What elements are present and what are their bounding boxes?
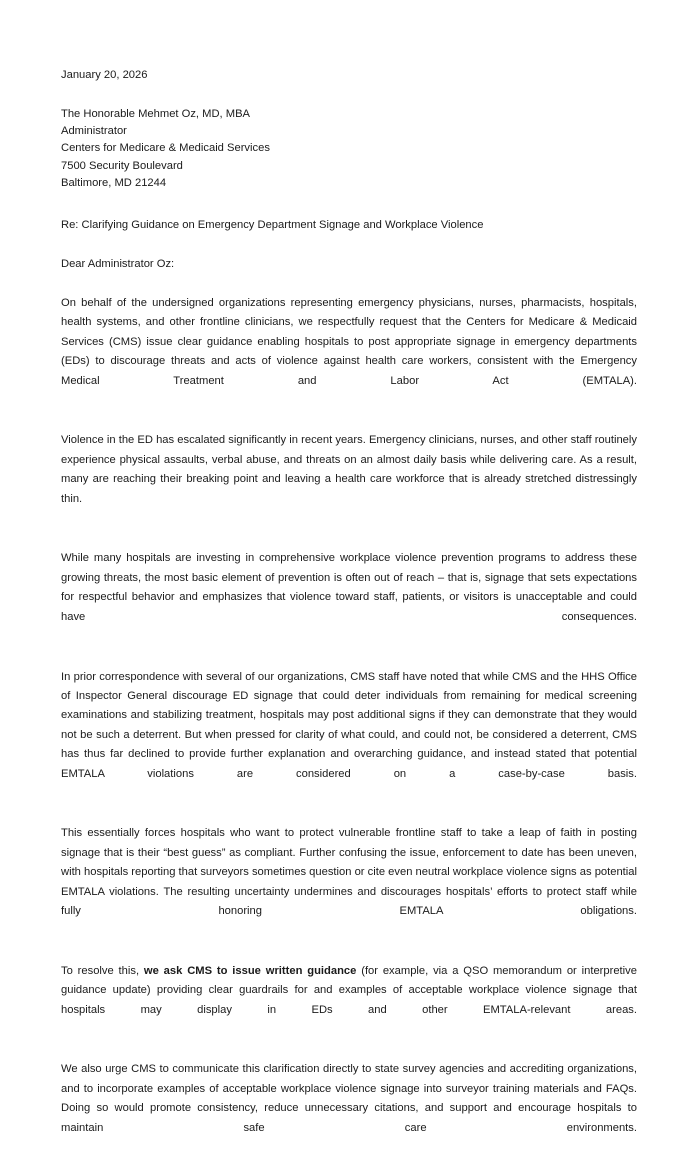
paragraph-request: On behalf of the undersigned organizations representing emergency physicians, nurses, pharmacists, hospitals, health systems, and other frontline clinicians, we respectfully request that the Centers for Medicare & Medicaid Services (CMS) issue clear guidance enabling hospitals to post appropriate signage in emergency departments (EDs) to discourage threats and acts of violence against health care workers, consistent with the Emergency Medical Treatment and Labor Act (EMTALA). bbox=[61, 297, 637, 387]
paragraph-ask bbox=[61, 962, 637, 1040]
paragraph-prevention: While many hospitals are investing in comprehensive workplace violence prevention programs to address these growing threats, the most basic element of prevention is often out of reach – that is, signage that sets expectations for respectful behavior and emphasizes that violence toward staff, patients, or visitors is unacceptable and could have consequences. bbox=[61, 552, 637, 623]
paragraph-correspondence: In prior correspondence with several of our organizations, CMS staff have noted that while CMS and the HHS Office of Inspector General discourage ED signage that could deter individuals from remaining for medical screening examinations and stabilizing treatment, hospitals may post additional signs if they can demonstrate that they would not be such a deterrent. But when pressed for clarity of what could, and could not, be considered a deterrent, CMS has thus far declined to provide further explanation and overarching guidance, and instead stated that potential EMTALA violations are considered on a case-by-case basis. bbox=[61, 670, 637, 780]
subject-line: Re: Clarifying Guidance on Emergency Department Signage and Workplace Violence bbox=[61, 219, 484, 232]
letter-date: January 20, 2026 bbox=[61, 69, 148, 81]
paragraph-communicate: We also urge CMS to communicate this clarification directly to state survey agencies and accrediting organizations, and to incorporate examples of acceptable workplace violence signage into surveyor training materials and FAQs. Doing so would promote consistency, reduce unnecessary citations, and support and encourage hospitals to maintain safe care environments. bbox=[61, 1063, 637, 1134]
paragraph-uncertainty: This essentially forces hospitals who want to protect vulnerable frontline staff to take a leap of faith in posting signage that is their “best guess” as compliant. Further confusing the issue, enforcement to date has been uneven, with hospitals reporting that surveyors sometimes question or cite even neutral workplace violence signs as potential EMTALA violations. The resulting uncertainty undermines and discourages hospitals’ efforts to protect staff while fully honoring EMTALA obligations. bbox=[61, 827, 637, 917]
recipient-line-name: The Honorable Mehmet Oz, MD, MBA bbox=[61, 108, 251, 120]
paragraph-segment-text-2: (for example, via a QSO memorandum or interpretive guidance update) providing clear guardrails for and examples of acceptable workplace violence signage that hospitals may display in EDs and other EMTALA-relevant areas. bbox=[61, 964, 637, 1016]
recipient-line-title: Administrator bbox=[61, 125, 127, 138]
recipient-line-agency: Centers for Medicare & Medicaid Services bbox=[61, 142, 270, 155]
paragraph-segment-text-0: To resolve this, bbox=[61, 964, 144, 977]
paragraph-segment-emphasis-1: we ask CMS to issue written guidance bbox=[143, 964, 357, 977]
letter-body bbox=[61, 67, 637, 1157]
paragraph-violence: Violence in the ED has escalated significantly in recent years. Emergency clinicians, nurses, and other staff routinely experience physical assaults, verbal abuse, and threats on an almost daily basis while delivering care. As a result, many are reaching their breaking point and leaving a health care workforce that is already stretched distressingly thin. bbox=[61, 434, 637, 505]
salutation: Dear Administrator Oz: bbox=[61, 258, 175, 271]
recipient-line-city-state-zip: Baltimore, MD 21244 bbox=[61, 176, 167, 189]
recipient-address-block bbox=[61, 106, 637, 192]
recipient-line-street: 7500 Security Boulevard bbox=[61, 159, 183, 172]
